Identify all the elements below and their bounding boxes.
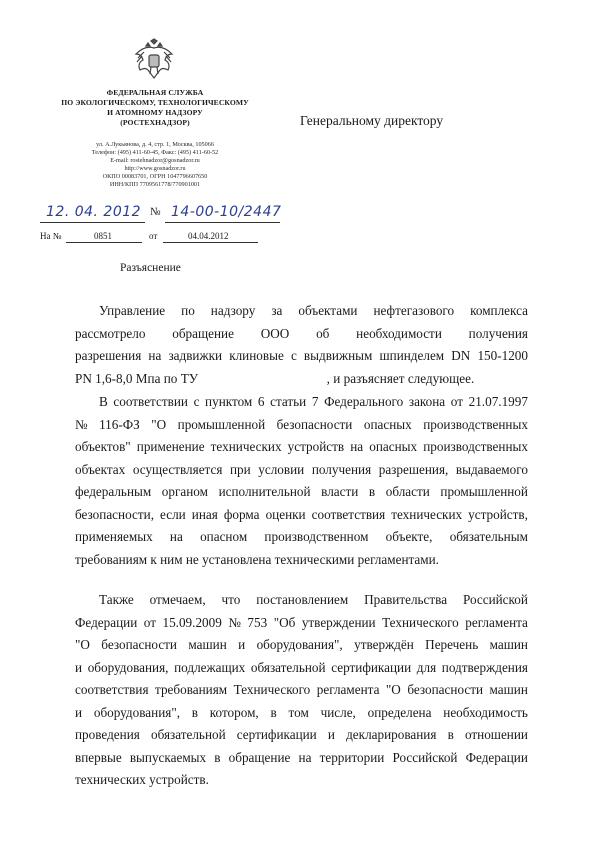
registration-number-label: № <box>150 206 161 218</box>
word: и <box>238 637 246 652</box>
word: обращение <box>172 325 234 341</box>
word: ООО <box>260 325 290 341</box>
word: территории <box>319 749 385 765</box>
org-line: ФЕДЕРАЛЬНАЯ СЛУЖБА <box>106 88 204 97</box>
word: впервые <box>75 749 122 765</box>
word: опасных <box>369 439 418 454</box>
word: власти <box>321 484 359 499</box>
word: № <box>75 416 88 432</box>
word: об <box>316 325 330 341</box>
word: органом <box>161 484 208 499</box>
word: форма <box>223 506 260 522</box>
reference-date: 04.04.2012 <box>188 231 229 241</box>
word: объекте, <box>385 529 433 544</box>
word: обращение <box>228 749 291 765</box>
text-line <box>75 657 528 680</box>
text-line <box>75 747 528 770</box>
text-line <box>75 459 528 482</box>
word: устройств <box>287 439 345 454</box>
text-line <box>75 391 528 414</box>
word: комплекса <box>470 303 528 318</box>
word: объектов" <box>75 439 131 454</box>
word: том <box>288 704 309 720</box>
phone-line: Телефон: (495) 411-60-45, Факс: (495) 411-60-52 <box>91 149 219 157</box>
word: федеральным <box>75 484 152 499</box>
word: 116-ФЗ <box>99 416 140 432</box>
word: задвижки <box>168 348 223 363</box>
word: 15.09.2009 <box>162 614 222 630</box>
word: 21.07.1997 <box>468 394 528 409</box>
word: опасном <box>200 529 248 544</box>
word: машин <box>489 637 528 652</box>
word: устройств, <box>468 506 528 522</box>
word: Технического <box>382 614 459 630</box>
text-line <box>75 526 528 549</box>
word: получения <box>468 325 528 341</box>
reference-number: 0851 <box>94 231 112 241</box>
paragraph-2 <box>75 391 528 571</box>
word: применяемых <box>75 529 153 544</box>
word: клиновые <box>229 348 284 363</box>
word: котором, <box>209 704 259 720</box>
word: производственном <box>264 529 369 544</box>
text-line <box>75 589 528 612</box>
organization-address <box>40 141 270 190</box>
word: технических <box>391 506 463 522</box>
text-line <box>75 323 528 346</box>
word: № <box>228 614 241 630</box>
word: подлежащих <box>174 659 246 675</box>
word: Управление <box>99 303 166 318</box>
word: необходимость <box>443 704 528 720</box>
word: закона <box>408 394 446 409</box>
word: соответствия <box>75 682 149 697</box>
reference-number-underline <box>66 242 142 243</box>
registration-number: 14-00-10/2447 <box>171 204 282 220</box>
org-line: ПО ЭКОЛОГИЧЕСКОМУ, ТЕХНОЛОГИЧЕСКОМУ <box>61 98 249 107</box>
word: нефтегазового <box>373 303 455 318</box>
word: в <box>270 704 277 720</box>
organization-name <box>40 88 270 128</box>
text-line <box>75 679 528 702</box>
word: промышленной <box>177 416 266 432</box>
text-line <box>75 504 528 527</box>
text-line <box>75 702 528 725</box>
word: Российской <box>462 592 528 607</box>
okpo-line: ОКПО 00083701, ОГРН 1047796607650 <box>102 173 208 181</box>
word: декларирования <box>346 727 437 742</box>
registration-date-underline <box>40 222 145 223</box>
word: в <box>214 749 221 765</box>
text-line: технических устройств. <box>75 772 209 787</box>
address-line: ул. А.Лукьянова, д. 4, стр. 1, Москва, 105066 <box>96 141 214 148</box>
word: получения <box>311 461 372 477</box>
word: сертификации <box>331 659 412 675</box>
letter-subject: Разъяснение <box>120 262 181 274</box>
word: на <box>169 529 183 544</box>
word: если <box>160 506 186 522</box>
word: обязательной <box>150 727 226 742</box>
word: статьи <box>270 394 307 409</box>
word: безопасности, <box>75 506 154 522</box>
word: требованиям <box>155 682 228 697</box>
word: промышленной <box>440 484 528 499</box>
word: оценки <box>265 506 306 522</box>
word: разрешения <box>75 348 142 363</box>
word: Правительства <box>364 592 448 607</box>
text-line <box>75 634 528 657</box>
word: "О <box>385 682 401 697</box>
word: 150-1200 <box>477 348 528 363</box>
recipient-title: Генеральному директору <box>300 113 444 128</box>
word: 753 <box>247 614 268 630</box>
inn-line: ИНН/КПП 7709561778/770901001 <box>109 181 201 189</box>
word: Федерации <box>75 614 138 630</box>
word: обязательной <box>250 659 326 675</box>
word: от <box>450 394 463 409</box>
word: шпинделем <box>379 348 445 363</box>
word: и <box>75 704 83 720</box>
text-line <box>75 414 528 437</box>
word: для <box>416 659 437 675</box>
paragraph-1 <box>75 300 528 390</box>
word: проведения <box>75 727 140 742</box>
word: отмечаем, <box>149 592 206 607</box>
word: выдвижным <box>303 348 373 363</box>
word: в <box>191 704 199 720</box>
word: производственных <box>423 439 528 454</box>
word: Технического <box>233 682 311 697</box>
russian-coat-of-arms-icon <box>132 38 176 82</box>
word: постановлением <box>256 592 349 607</box>
word: объектами <box>298 303 358 318</box>
word: "Об <box>273 614 296 630</box>
word: 6 <box>257 394 265 409</box>
word: определена <box>367 704 432 720</box>
word: на <box>148 348 162 363</box>
word: машин <box>489 682 528 697</box>
word: области <box>385 484 430 499</box>
word: Также <box>99 592 134 607</box>
word: оборудования, <box>87 659 169 675</box>
word: утверждении <box>301 614 376 630</box>
word: соответствия <box>311 506 386 522</box>
word: "О <box>75 637 90 652</box>
word: при <box>229 461 251 477</box>
word: 7 <box>311 394 319 409</box>
email-line: E-mail: rostehnadzor@gosnadzor.ru <box>110 157 200 165</box>
word: по <box>181 303 195 318</box>
word: утверждён <box>354 637 414 652</box>
word: разрешения, <box>378 461 449 477</box>
org-line: И АТОМНОМУ НАДЗОРУ <box>107 108 203 117</box>
word: Перечень <box>425 637 479 652</box>
word: условии <box>258 461 305 477</box>
word: В <box>99 394 108 409</box>
text-line <box>75 724 528 747</box>
word: исполнительной <box>218 484 311 499</box>
text-line: требованиям к ним не установлена техническими регламентами. <box>75 551 439 567</box>
word: необходимости <box>356 325 442 341</box>
registration-date: 12. 04. 2012 <box>46 204 142 220</box>
website-line: http://www.gosnadzor.ru <box>124 165 186 173</box>
text-line <box>75 612 528 635</box>
word: осуществляется <box>132 461 223 477</box>
word: применение <box>136 439 205 454</box>
registration-number-underline <box>165 222 280 223</box>
reference-prefix: На № <box>40 231 62 241</box>
text-line <box>75 300 528 323</box>
word: DN <box>451 348 471 363</box>
word: Федерации <box>465 749 528 765</box>
word: производственных <box>423 416 528 432</box>
word: безопасности <box>407 682 484 697</box>
word: сертификации <box>236 727 317 742</box>
text-line: PN 1,6-8,0 Мпа по ТУ , и разъясняет следующее. <box>75 370 475 386</box>
word: за <box>271 303 283 318</box>
word: соответствии <box>113 394 188 409</box>
word: что <box>221 592 241 607</box>
word: выдаваемого <box>455 461 528 477</box>
word: безопасности <box>101 637 177 652</box>
paragraph-3 <box>75 589 528 792</box>
word: подтверждения <box>441 659 528 675</box>
word: отношении <box>464 727 528 742</box>
word: в <box>368 484 376 499</box>
word: иная <box>191 506 218 522</box>
word: и <box>327 727 335 742</box>
word: "О <box>151 416 167 432</box>
word: на <box>298 749 312 765</box>
word: оборудования", <box>93 704 180 720</box>
word: от <box>143 614 156 630</box>
word: регламента <box>316 682 380 697</box>
word: числе, <box>320 704 356 720</box>
word: безопасности <box>276 416 353 432</box>
word: обязательным <box>449 529 528 544</box>
word: с <box>193 394 200 409</box>
word: оборудования", <box>256 637 343 652</box>
word: надзору <box>210 303 256 318</box>
text-line <box>75 345 528 368</box>
word: рассмотрело <box>75 325 146 341</box>
word: объектах <box>75 461 126 477</box>
org-line: (РОСТЕХНАДЗОР) <box>120 118 190 127</box>
word: опасных <box>363 416 412 432</box>
reference-from-label: от <box>149 231 158 241</box>
word: в <box>447 727 454 742</box>
reference-date-underline <box>163 242 258 243</box>
word: машин <box>188 637 227 652</box>
word: Российской <box>392 749 458 765</box>
word: технических <box>210 439 282 454</box>
word: регламента <box>465 614 528 630</box>
word: с <box>290 348 297 363</box>
word: на <box>350 439 364 454</box>
word: выпускаемых <box>129 749 207 765</box>
word: Федерального <box>324 394 404 409</box>
text-line <box>75 481 528 504</box>
text-line <box>75 436 528 459</box>
word: пунктом <box>205 394 253 409</box>
word: и <box>75 659 83 675</box>
